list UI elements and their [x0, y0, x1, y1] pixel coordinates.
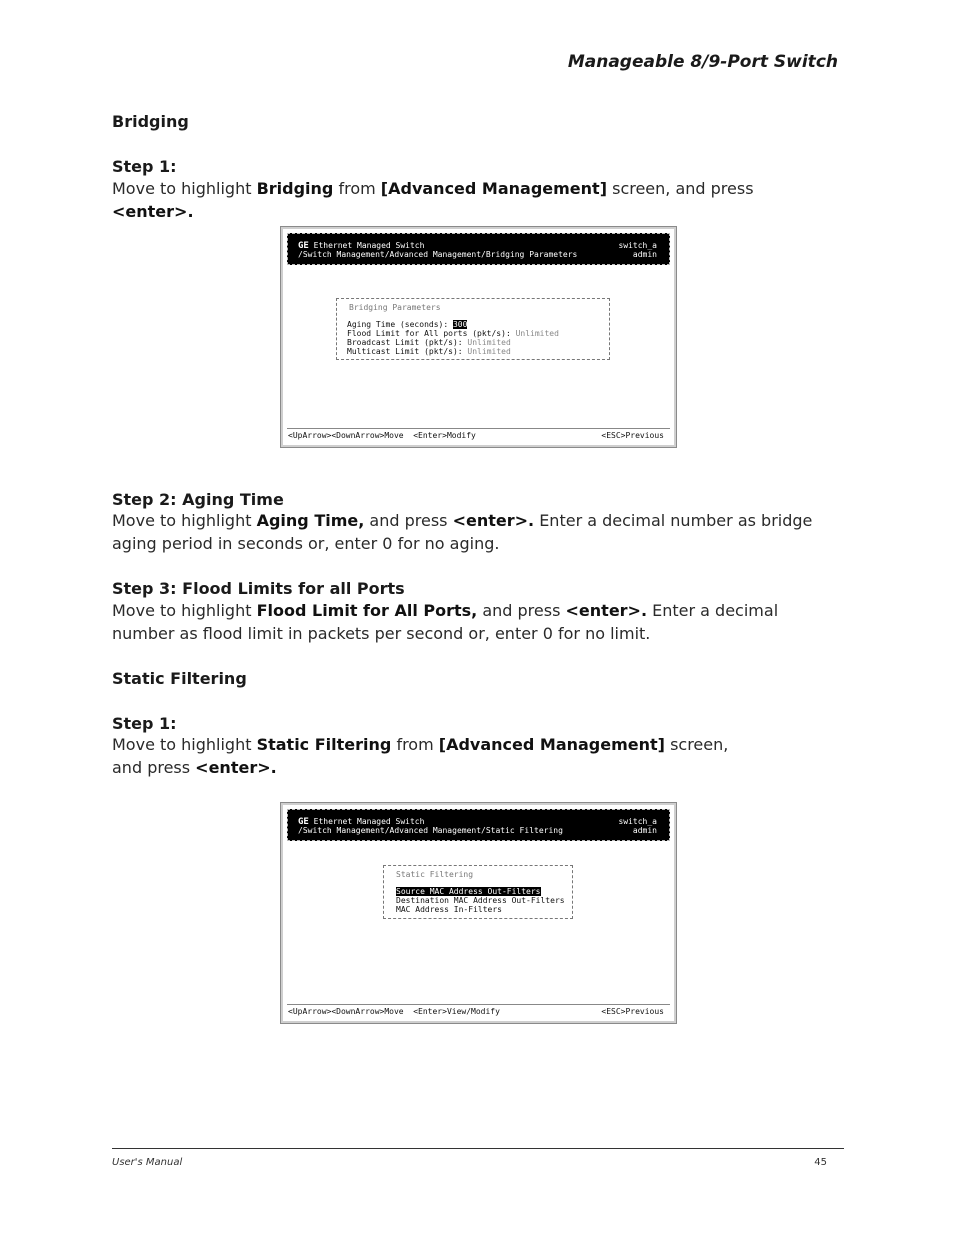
- running-header: Manageable 8/9-Port Switch: [567, 52, 838, 72]
- bridging-parameters-screenshot: [281, 227, 676, 447]
- escape-hint: <ESC>Previous: [601, 1007, 664, 1016]
- app-title: Ethernet Managed Switch: [308, 817, 425, 826]
- section-heading-static-filtering: Static Filtering: [112, 669, 247, 688]
- ge-logo: GE: [298, 817, 309, 827]
- page-number: 45: [814, 1157, 827, 1168]
- escape-hint: <ESC>Previous: [601, 431, 664, 440]
- multicast-limit-row[interactable]: Multicast Limit (pkt/s): Unlimited: [347, 347, 511, 356]
- hostname: switch_a: [618, 817, 657, 826]
- bridging-parameters-box: [336, 298, 610, 360]
- terminal-header: [287, 809, 670, 841]
- user-name: admin: [632, 250, 657, 259]
- menu-item-source-mac-out-filters[interactable]: Source MAC Address Out-Filters: [396, 887, 541, 896]
- broadcast-limit-row[interactable]: Broadcast Limit (pkt/s): Unlimited: [347, 338, 511, 347]
- footer-manual-label: User's Manual: [112, 1157, 183, 1168]
- terminal-footer: [287, 428, 670, 442]
- terminal-footer: [287, 1004, 670, 1018]
- key-hints: <UpArrow><DownArrow>Move <Enter>Modify: [288, 431, 476, 440]
- box-title: Static Filtering: [396, 870, 474, 879]
- ge-logo: GE: [298, 241, 309, 251]
- step-text: Move to highlight Bridging from [Advanced Management] screen, and press <enter>.: [112, 179, 754, 221]
- user-name: admin: [632, 826, 657, 835]
- hostname: switch_a: [618, 241, 657, 250]
- app-title: Ethernet Managed Switch: [308, 241, 425, 250]
- menu-path: /Switch Management/Advanced Management/Static Filtering: [298, 826, 563, 835]
- menu-item-mac-in-filters[interactable]: MAC Address In-Filters: [396, 905, 502, 914]
- step-label: Step 2: Aging Time: [112, 490, 284, 509]
- flood-limit-row[interactable]: Flood Limit for All ports (pkt/s): Unlimited: [347, 329, 559, 338]
- step-text: Move to highlight Static Filtering from [Advanced Management] screen, and press <enter>.: [112, 735, 729, 777]
- step-text: Move to highlight Aging Time, and press <enter>. Enter a decimal number as bridge aging period in seconds or, enter 0 for no aging.: [112, 511, 813, 553]
- box-title: Bridging Parameters: [349, 303, 441, 312]
- footer-divider: [112, 1148, 844, 1149]
- aging-time-row[interactable]: Aging Time (seconds): 300: [347, 320, 468, 329]
- step-label: Step 1:: [112, 714, 177, 733]
- step-label: Step 1:: [112, 157, 177, 176]
- static-filtering-box: [383, 865, 573, 919]
- menu-item-destination-mac-out-filters[interactable]: Destination MAC Address Out-Filters: [396, 896, 565, 905]
- step-text: Move to highlight Flood Limit for All Ports, and press <enter>. Enter a decimal number as flood limit in packets per second or, enter 0 for no limit.: [112, 601, 779, 643]
- terminal-header: [287, 233, 670, 265]
- step-label: Step 3: Flood Limits for all Ports: [112, 579, 405, 598]
- static-filtering-screenshot: [281, 803, 676, 1023]
- key-hints: <UpArrow><DownArrow>Move <Enter>View/Modify: [288, 1007, 500, 1016]
- section-heading-bridging: Bridging: [112, 112, 189, 131]
- menu-path: /Switch Management/Advanced Management/Bridging Parameters: [298, 250, 578, 259]
